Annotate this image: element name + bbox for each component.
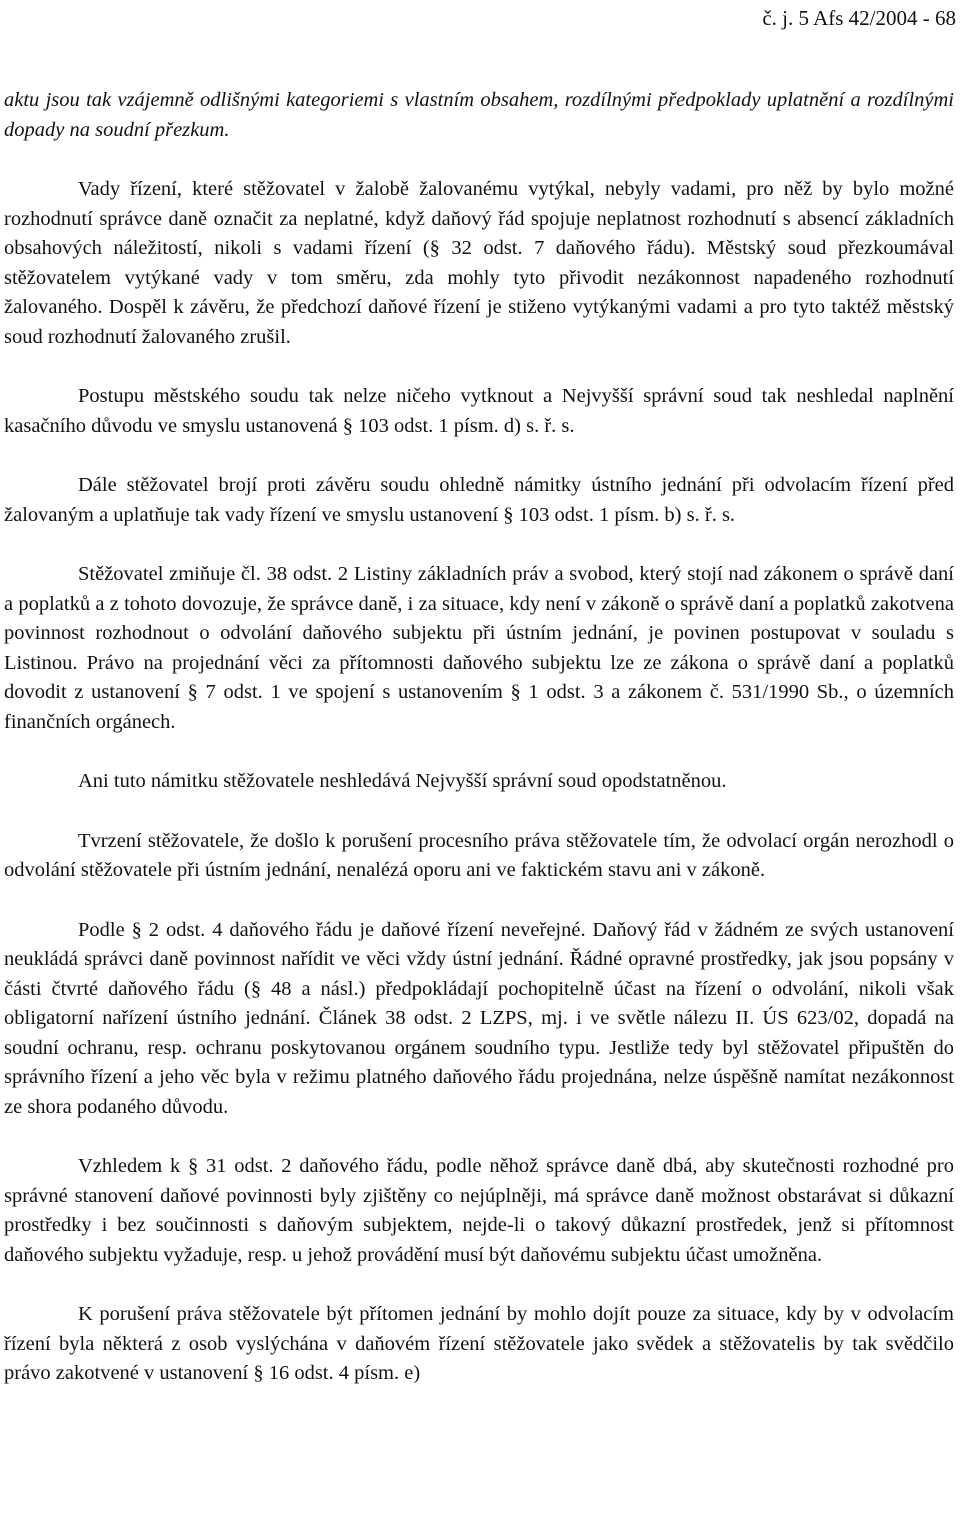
paragraph-4: Dále stěžovatel brojí proti závěru soudu ohledně námitky ústního jednání při odvolacím řízení před žalovaným a uplatňuje tak vady řízení ve smyslu ustanovení § 103 odst. 1 písm. b) s. ř. s. <box>4 474 954 526</box>
paragraph-3: Postupu městského soudu tak nelze ničeho vytknout a Nejvyšší správní soud tak neshledal naplnění kasačního důvodu ve smyslu ustanovená § 103 odst. 1 písm. d) s. ř. s. <box>4 385 954 437</box>
case-number: č. j. 5 Afs 42/2004 - 68 <box>762 6 956 30</box>
paragraph-5: Stěžovatel zmiňuje čl. 38 odst. 2 Listiny základních práv a svobod, který stojí nad zákonem o správě daní a poplatků a z tohoto dovozuje, že správce daně, i za situace, kdy není v zákoně o správě daní a poplatků zakotvena povinnost rozhodnout o odvolání daňového subjektu při ústním jednání, je povinen postupovat v souladu s Listinou. Právo na projednání věci za přítomnosti daňového subjektu lze ze zákona o správě daní a poplatků dovodit z ustanovení § 7 odst. 1 ve spojení s ustanovením § 1 odst. 3 a zákonem č. 531/1990 Sb., o územních finančních orgánech. <box>4 563 954 733</box>
paragraph-1: aktu jsou tak vzájemně odlišnými kategoriemi s vlastním obsahem, rozdílnými předpoklady uplatnění a rozdílnými dopady na soudní přezkum. <box>4 89 954 141</box>
document-page <box>4 0 954 1389</box>
paragraph-8: Podle § 2 odst. 4 daňového řádu je daňové řízení neveřejné. Daňový řád v žádném ze svých ustanovení neukládá správci daně povinnost nařídit ve věci vždy ústní jednání. Řádné opravné prostředky, jak jsou popsány v části čtvrté daňového řádu (§ 48 a násl.) předpokládají pochopitelně účast na řízení o odvolání, nikoli však obligatorní nařízení ústního jednání. Článek 38 odst. 2 LZPS, mj. i ve světle nálezu II. ÚS 623/02, dopadá na soudní ochranu, resp. ochranu poskytovanou orgánem soudního typu. Jestliže tedy byl stěžovatel připuštěn do správního řízení a jeho věc byla v režimu platného daňového řádu projednána, nelze úspěšně namítat nezákonnost ze shora podaného důvodu. <box>4 918 954 1118</box>
paragraph-10: K porušení práva stěžovatele být přítomen jednání by mohlo dojít pouze za situace, kdy by v odvolacím řízení byla některá z osob vyslýchána v daňovém řízení stěžovatele jako svědek a stěžovatelis by tak svědčilo právo zakotvené v ustanovení § 16 odst. 4 písm. e) <box>4 1303 954 1384</box>
paragraph-6: Ani tuto námitku stěžovatele neshledává Nejvyšší správní soud opodstatněnou. <box>78 770 727 792</box>
paragraph-7: Tvrzení stěžovatele, že došlo k porušení procesního práva stěžovatele tím, že odvolací orgán nerozhodl o odvolání stěžovatele při ústním jednání, nenalézá oporu ani ve faktickém stavu ani v zákoně. <box>4 829 954 881</box>
paragraph-2: Vady řízení, které stěžovatel v žalobě žalovanému vytýkal, nebyly vadami, pro něž by bylo možné rozhodnutí správce daně označit za neplatné, když daňový řád spojuje neplatnost rozhodnutí s absencí základních obsahových náležitostí, nikoli s vadami řízení (§ 32 odst. 7 daňového řádu). Městský soud přezkoumával stěžovatelem vytýkané vady v tom směru, zda mohly tyto přivodit nezákonnost napadeného rozhodnutí žalovaného. Dospěl k závěru, že předchozí daňové řízení je stiženo vytýkanými vadami a pro tyto taktéž městský soud rozhodnutí žalovaného zrušil. <box>4 178 954 348</box>
paragraph-9: Vzhledem k § 31 odst. 2 daňového řádu, podle něhož správce daně dbá, aby skutečnosti rozhodné pro správné stanovení daňové povinnosti byly zjištěny co nejúplněji, má správce daně možnost obstarávat si důkazní prostředky i bez součinnosti s daňovým subjektem, nejde-li o takový důkazní prostředek, jenž si přítomnost daňového subjektu vyžaduje, resp. u jehož provádění musí být daňovému subjektu účast umožněna. <box>4 1155 954 1266</box>
